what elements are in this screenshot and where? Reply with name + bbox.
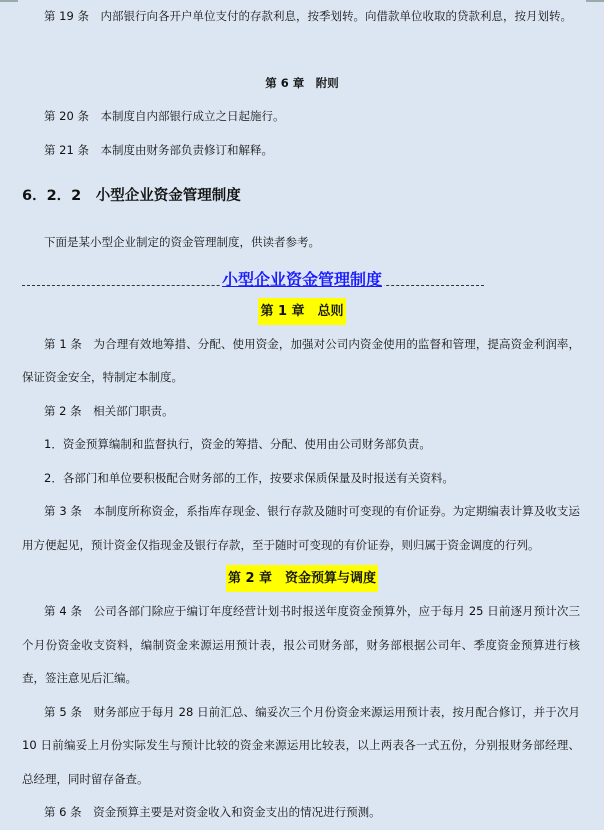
chapter-2-heading: 第 2 章 资金预算与调度	[226, 565, 378, 592]
article-1: 第 1 条 为合理有效地筹措、分配、使用资金，加强对公司内资金使用的监督和管理，提高资金利润率，保证资金安全，特制定本制度。	[22, 336, 580, 384]
article-3: 第 3 条 本制度所称资金，系指库存现金、银行存款及随时可变现的有价证券。为定期编表计算及收支运用方便起见，预计资金仅指现金及银行存款，至于随时可变现的有价证券，则归属于资金调度的行列。	[22, 504, 580, 552]
chapter-1-heading: 第 1 章 总则	[258, 298, 345, 325]
article-19: 第 19 条 内部银行向各开户单位支付的存款利息，按季划转。向借款单位收取的贷款利息，按月划转。	[44, 9, 572, 23]
intro-paragraph: 下面是某小型企业制定的资金管理制度，供读者参考。	[44, 235, 320, 249]
section-heading: 6．2．2 小型企业资金管理制度	[22, 188, 241, 204]
article-4: 第 4 条 公司各部门除应于编订年度经营计划书时报送年度资金预算外，应于每月 25 日前逐月预计次三个月份资金收支资料，编制资金来源运用预计表，报公司财务部，财务部根据公司年、季度资金预算进行核查，签注意见后汇编。	[22, 604, 580, 685]
article-20: 第 20 条 本制度自内部银行成立之日起施行。	[44, 109, 285, 123]
article-21: 第 21 条 本制度由财务部负责修订和解释。	[44, 142, 273, 157]
article-5: 第 5 条 财务部应于每月 28 日前汇总、编妥次三个月份资金来源运用预计表，按月配合修订，并于次月 10 日前编妥上月份实际发生与预计比较的资金来源运用比较表，以上两表各一式五份，分别报财务部经理、总经理，同时留存备查。	[22, 704, 580, 786]
article-6: 第 6 条 资金预算主要是对资金收入和资金支出的情况进行预测。	[44, 805, 381, 819]
list-item-1: 1．资金预算编制和监督执行，资金的筹措、分配、使用由公司财务部负责。	[44, 437, 431, 451]
document-title: 小型企业资金管理制度	[221, 269, 382, 289]
list-item-2: 2．各部门和单位要积极配合财务部的工作，按要求保质保量及时报送有关资料。	[44, 470, 454, 485]
document-title-block	[0, 265, 604, 295]
chapter-6-heading: 第 6 章 附则	[265, 75, 339, 90]
article-2: 第 2 条 相关部门职责。	[44, 403, 174, 418]
